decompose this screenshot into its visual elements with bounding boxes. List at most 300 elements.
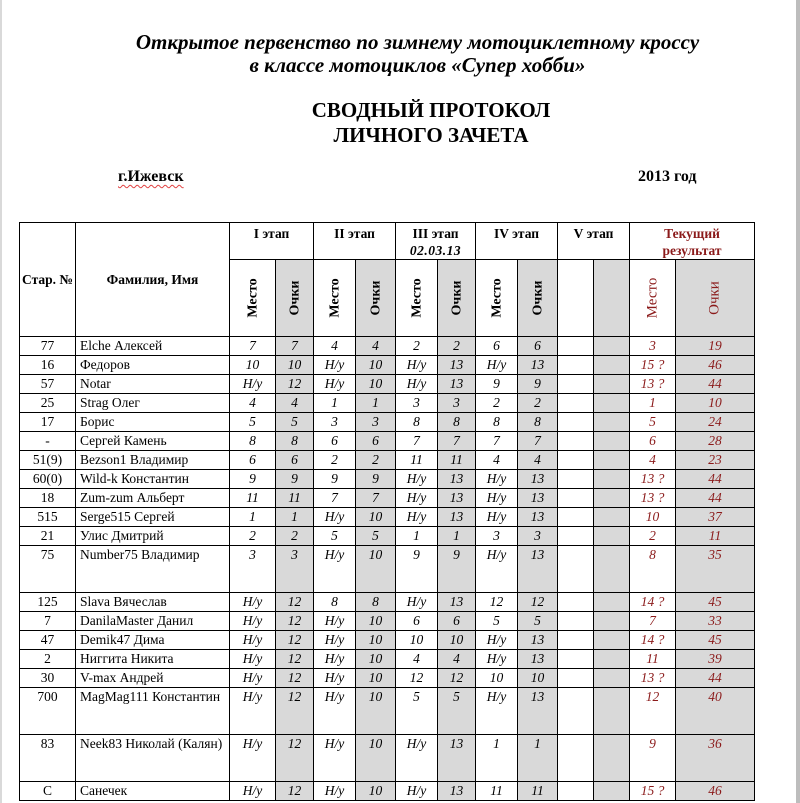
stage2-place-cell: Н/у <box>314 669 356 688</box>
rider-name-cell: Федоров <box>76 356 230 375</box>
stage5-empty-cell <box>558 413 594 432</box>
stage2-points-cell: 10 <box>356 688 396 735</box>
stage1-points-cell: 2 <box>276 527 314 546</box>
stage4-points-cell: 6 <box>518 337 558 356</box>
current-place-cell: 10 <box>630 508 676 527</box>
current-place-cell: 1 <box>630 394 676 413</box>
stage1-place-cell: 5 <box>230 413 276 432</box>
stage2-points-cell: 4 <box>356 337 396 356</box>
stage3-points-cell: 13 <box>438 593 476 612</box>
stage1-place-cell: 10 <box>230 356 276 375</box>
stage1-points-cell: 12 <box>276 612 314 631</box>
stage5-empty-cell <box>558 508 594 527</box>
stage3-points-cell: 7 <box>438 432 476 451</box>
stage5-empty-cell <box>558 688 594 735</box>
stage3-points-cell: 13 <box>438 735 476 782</box>
stage5-empty-cell <box>594 669 630 688</box>
stage5-empty-cell <box>594 375 630 394</box>
current-points-cell: 28 <box>676 432 755 451</box>
stage4-place-cell: Н/у <box>476 470 518 489</box>
stage1-points-cell: 3 <box>276 546 314 593</box>
start-no-cell: 57 <box>20 375 76 394</box>
stage2-place-cell: Н/у <box>314 508 356 527</box>
stage4-place-cell: Н/у <box>476 546 518 593</box>
stage4-place-cell: Н/у <box>476 508 518 527</box>
rider-name-cell: MagMag111 Константин <box>76 688 230 735</box>
stage3-place-cell: Н/у <box>396 470 438 489</box>
table-row <box>20 337 755 356</box>
stage5-empty-cell <box>594 782 630 801</box>
protocol-title-line2: ЛИЧНОГО ЗАЧЕТА <box>333 123 529 147</box>
start-no-cell: 60(0) <box>20 470 76 489</box>
current-points-cell: 44 <box>676 375 755 394</box>
stage1-place-cell: Н/у <box>230 375 276 394</box>
stage5-empty-cell <box>594 413 630 432</box>
stage2-points-cell: 6 <box>356 432 396 451</box>
stage1-place-cell: 7 <box>230 337 276 356</box>
rider-name-cell: Number75 Владимир <box>76 546 230 593</box>
stage2-points-cell: 10 <box>356 508 396 527</box>
stage4-points-cell: 13 <box>518 489 558 508</box>
stage4-points-cell: 3 <box>518 527 558 546</box>
stage5-empty-cell <box>594 508 630 527</box>
stage2-points-cell: 10 <box>356 669 396 688</box>
rider-name-cell: DanilaMaster Данил <box>76 612 230 631</box>
current-place-cell: 2 <box>630 527 676 546</box>
header-current-points: Очки <box>676 260 755 337</box>
stage4-points-cell: 11 <box>518 782 558 801</box>
current-points-cell: 35 <box>676 546 755 593</box>
current-place-cell: 9 <box>630 735 676 782</box>
stage5-empty-cell <box>594 546 630 593</box>
table-row <box>20 527 755 546</box>
stage3-points-cell: 4 <box>438 650 476 669</box>
stage1-points-cell: 12 <box>276 631 314 650</box>
current-place-cell: 13 ? <box>630 489 676 508</box>
stage4-place-cell: Н/у <box>476 356 518 375</box>
stage5-empty-cell <box>558 593 594 612</box>
stage4-place-cell: Н/у <box>476 650 518 669</box>
protocol-title <box>0 98 800 148</box>
stage2-place-cell: Н/у <box>314 356 356 375</box>
stage3-place-cell: 6 <box>396 612 438 631</box>
stage1-points-cell: 10 <box>276 356 314 375</box>
stage2-place-cell: 1 <box>314 394 356 413</box>
current-place-cell: 13 ? <box>630 470 676 489</box>
start-no-cell: - <box>20 432 76 451</box>
stage4-place-cell: Н/у <box>476 688 518 735</box>
stage5-empty-cell <box>558 356 594 375</box>
stage2-points-cell: 10 <box>356 375 396 394</box>
current-points-cell: 44 <box>676 470 755 489</box>
stage1-points-cell: 11 <box>276 489 314 508</box>
stage5-empty-cell <box>558 546 594 593</box>
stage4-points-cell: 13 <box>518 650 558 669</box>
current-place-cell: 15 ? <box>630 782 676 801</box>
stage3-points-cell: 3 <box>438 394 476 413</box>
stage4-points-cell: 2 <box>518 394 558 413</box>
stage2-place-cell: 2 <box>314 451 356 470</box>
stage2-place-cell: 9 <box>314 470 356 489</box>
stage4-points-cell: 7 <box>518 432 558 451</box>
rider-name-cell: Сергей Камень <box>76 432 230 451</box>
stage4-place-cell: 3 <box>476 527 518 546</box>
stage2-points-cell: 1 <box>356 394 396 413</box>
stage3-place-cell: Н/у <box>396 782 438 801</box>
current-place-cell: 13 ? <box>630 375 676 394</box>
stage5-empty-cell <box>558 650 594 669</box>
current-points-cell: 11 <box>676 527 755 546</box>
header-stage4: IV этап <box>476 223 558 260</box>
stage1-points-cell: 12 <box>276 593 314 612</box>
start-no-cell: 515 <box>20 508 76 527</box>
header-stage4-place: Место <box>476 260 518 337</box>
stage5-empty-cell <box>558 470 594 489</box>
header-current-place: Место <box>630 260 676 337</box>
header-stage3-points: Очки <box>438 260 476 337</box>
stage2-place-cell: Н/у <box>314 375 356 394</box>
start-no-cell: 51(9) <box>20 451 76 470</box>
stage3-place-cell: 7 <box>396 432 438 451</box>
stage5-empty-cell <box>558 375 594 394</box>
stage4-place-cell: 5 <box>476 612 518 631</box>
stage2-points-cell: 8 <box>356 593 396 612</box>
header-current-line2: результат <box>662 243 722 258</box>
stage3-place-cell: Н/у <box>396 593 438 612</box>
stage1-points-cell: 4 <box>276 394 314 413</box>
city-label <box>118 168 184 186</box>
stage5-empty-cell <box>558 489 594 508</box>
stage5-empty-cell <box>594 451 630 470</box>
stage4-points-cell: 13 <box>518 356 558 375</box>
table-row <box>20 432 755 451</box>
stage1-place-cell: Н/у <box>230 782 276 801</box>
stage2-place-cell: 6 <box>314 432 356 451</box>
stage5-empty-cell <box>558 735 594 782</box>
stage3-place-cell: 10 <box>396 631 438 650</box>
stage3-points-cell: 13 <box>438 375 476 394</box>
stage5-empty-cell <box>558 669 594 688</box>
stage1-points-cell: 12 <box>276 782 314 801</box>
stage4-points-cell: 5 <box>518 612 558 631</box>
header-stage1-points: Очки <box>276 260 314 337</box>
start-no-cell: 125 <box>20 593 76 612</box>
header-name: Фамилия, Имя <box>76 223 230 337</box>
stage1-points-cell: 12 <box>276 669 314 688</box>
start-no-cell: 21 <box>20 527 76 546</box>
table-row <box>20 375 755 394</box>
header-stage2-place: Место <box>314 260 356 337</box>
table-row <box>20 394 755 413</box>
stage5-empty-cell <box>594 631 630 650</box>
stage3-points-cell: 13 <box>438 508 476 527</box>
stage2-place-cell: 4 <box>314 337 356 356</box>
stage1-points-cell: 6 <box>276 451 314 470</box>
stage1-place-cell: Н/у <box>230 688 276 735</box>
stage2-place-cell: 3 <box>314 413 356 432</box>
header-stage5: V этап <box>558 223 630 260</box>
stage1-place-cell: 6 <box>230 451 276 470</box>
stage4-place-cell: 7 <box>476 432 518 451</box>
stage3-place-cell: 4 <box>396 650 438 669</box>
stage2-place-cell: Н/у <box>314 650 356 669</box>
stage3-points-cell: 1 <box>438 527 476 546</box>
stage3-points-cell: 10 <box>438 631 476 650</box>
stage1-points-cell: 8 <box>276 432 314 451</box>
start-no-cell: С <box>20 782 76 801</box>
stage1-points-cell: 7 <box>276 337 314 356</box>
table-row <box>20 593 755 612</box>
table-row <box>20 546 755 593</box>
header-stage3 <box>396 223 476 260</box>
stage2-place-cell: Н/у <box>314 735 356 782</box>
stage2-points-cell: 10 <box>356 782 396 801</box>
competition-title-line1: Открытое первенство по зимнему мотоциклетному кроссу <box>135 30 700 54</box>
header-stage1-place: Место <box>230 260 276 337</box>
current-points-cell: 10 <box>676 394 755 413</box>
current-points-cell: 24 <box>676 413 755 432</box>
current-points-cell: 23 <box>676 451 755 470</box>
stage4-place-cell: 8 <box>476 413 518 432</box>
stage5-empty-cell <box>594 489 630 508</box>
current-points-cell: 37 <box>676 508 755 527</box>
stage5-empty-cell <box>558 612 594 631</box>
rider-name-cell: Demik47 Дима <box>76 631 230 650</box>
stage5-empty-cell <box>558 432 594 451</box>
stage3-place-cell: 11 <box>396 451 438 470</box>
stage3-points-cell: 13 <box>438 782 476 801</box>
current-points-cell: 46 <box>676 356 755 375</box>
header-stage1: I этап <box>230 223 314 260</box>
header-stage5-points <box>594 260 630 337</box>
rider-name-cell: Elche Алексей <box>76 337 230 356</box>
current-place-cell: 3 <box>630 337 676 356</box>
stage3-points-cell: 13 <box>438 489 476 508</box>
start-no-cell: 77 <box>20 337 76 356</box>
competition-title <box>0 31 800 77</box>
rider-name-cell: Борис <box>76 413 230 432</box>
stage5-empty-cell <box>594 394 630 413</box>
stage5-empty-cell <box>594 432 630 451</box>
stage1-place-cell: Н/у <box>230 631 276 650</box>
stage4-place-cell: 9 <box>476 375 518 394</box>
stage2-place-cell: Н/у <box>314 688 356 735</box>
start-no-cell: 700 <box>20 688 76 735</box>
stage3-place-cell: Н/у <box>396 489 438 508</box>
stage1-place-cell: 11 <box>230 489 276 508</box>
stage3-place-cell: 2 <box>396 337 438 356</box>
stage5-empty-cell <box>594 612 630 631</box>
stage2-points-cell: 9 <box>356 470 396 489</box>
current-points-cell: 36 <box>676 735 755 782</box>
stage4-points-cell: 13 <box>518 631 558 650</box>
stage4-points-cell: 13 <box>518 508 558 527</box>
current-points-cell: 44 <box>676 489 755 508</box>
table-row <box>20 612 755 631</box>
rider-name-cell: Notar <box>76 375 230 394</box>
stage3-points-cell: 9 <box>438 546 476 593</box>
start-no-cell: 7 <box>20 612 76 631</box>
header-current-line1: Текущий <box>664 226 720 241</box>
stage1-place-cell: 2 <box>230 527 276 546</box>
stage4-place-cell: 10 <box>476 669 518 688</box>
current-place-cell: 5 <box>630 413 676 432</box>
stage4-place-cell: 11 <box>476 782 518 801</box>
stage1-points-cell: 12 <box>276 688 314 735</box>
stage1-place-cell: 4 <box>230 394 276 413</box>
header-stage5-place <box>558 260 594 337</box>
stage3-place-cell: Н/у <box>396 735 438 782</box>
rider-name-cell: V-max Андрей <box>76 669 230 688</box>
stage3-points-cell: 8 <box>438 413 476 432</box>
stage5-empty-cell <box>594 735 630 782</box>
stage1-place-cell: 1 <box>230 508 276 527</box>
stage4-points-cell: 10 <box>518 669 558 688</box>
stage4-points-cell: 13 <box>518 470 558 489</box>
stage3-points-cell: 13 <box>438 470 476 489</box>
stage2-points-cell: 5 <box>356 527 396 546</box>
city-text: г.Ижевск <box>118 168 184 185</box>
current-points-cell: 33 <box>676 612 755 631</box>
current-points-cell: 44 <box>676 669 755 688</box>
header-start-no: Стар. № <box>20 223 76 337</box>
stage4-points-cell: 1 <box>518 735 558 782</box>
stage2-points-cell: 10 <box>356 631 396 650</box>
stage4-place-cell: Н/у <box>476 631 518 650</box>
rider-name-cell: Санечек <box>76 782 230 801</box>
stage4-place-cell: 12 <box>476 593 518 612</box>
table-row <box>20 470 755 489</box>
stage5-empty-cell <box>594 337 630 356</box>
stage3-place-cell: Н/у <box>396 356 438 375</box>
rider-name-cell: Strag Олег <box>76 394 230 413</box>
table-row <box>20 508 755 527</box>
header-stage3-label: III этап <box>412 226 459 241</box>
current-place-cell: 14 ? <box>630 631 676 650</box>
stage5-empty-cell <box>558 337 594 356</box>
stage4-points-cell: 13 <box>518 688 558 735</box>
stage1-points-cell: 1 <box>276 508 314 527</box>
stage2-points-cell: 10 <box>356 650 396 669</box>
header-stage2-points: Очки <box>356 260 396 337</box>
rider-name-cell: Zum-zum Альберт <box>76 489 230 508</box>
start-no-cell: 25 <box>20 394 76 413</box>
stage3-points-cell: 5 <box>438 688 476 735</box>
current-points-cell: 45 <box>676 593 755 612</box>
header-stage4-points: Очки <box>518 260 558 337</box>
stage3-place-cell: 12 <box>396 669 438 688</box>
header-stage3-date: 02.03.13 <box>409 243 462 258</box>
table-row <box>20 489 755 508</box>
stage2-points-cell: 10 <box>356 612 396 631</box>
stage4-place-cell: 6 <box>476 337 518 356</box>
start-no-cell: 17 <box>20 413 76 432</box>
stage4-place-cell: 4 <box>476 451 518 470</box>
start-no-cell: 16 <box>20 356 76 375</box>
stage2-place-cell: Н/у <box>314 612 356 631</box>
start-no-cell: 18 <box>20 489 76 508</box>
stage2-place-cell: Н/у <box>314 782 356 801</box>
stage3-points-cell: 13 <box>438 356 476 375</box>
current-points-cell: 19 <box>676 337 755 356</box>
stage2-points-cell: 3 <box>356 413 396 432</box>
stage3-place-cell: 1 <box>396 527 438 546</box>
stage5-empty-cell <box>558 451 594 470</box>
stage3-place-cell: 8 <box>396 413 438 432</box>
results-table <box>19 222 755 801</box>
stage4-place-cell: Н/у <box>476 489 518 508</box>
table-row <box>20 356 755 375</box>
stage5-empty-cell <box>594 688 630 735</box>
stage2-place-cell: 5 <box>314 527 356 546</box>
table-row <box>20 669 755 688</box>
year-label: 2013 год <box>638 168 697 185</box>
stage1-place-cell: 8 <box>230 432 276 451</box>
stage2-points-cell: 10 <box>356 356 396 375</box>
current-place-cell: 6 <box>630 432 676 451</box>
stage3-place-cell: Н/у <box>396 375 438 394</box>
current-points-cell: 46 <box>676 782 755 801</box>
rider-name-cell: Bezson1 Владимир <box>76 451 230 470</box>
competition-title-line2: в классе мотоциклов «Супер хобби» <box>249 53 586 77</box>
start-no-cell: 2 <box>20 650 76 669</box>
stage1-points-cell: 5 <box>276 413 314 432</box>
stage1-place-cell: Н/у <box>230 669 276 688</box>
stage5-empty-cell <box>558 527 594 546</box>
current-points-cell: 45 <box>676 631 755 650</box>
stage4-place-cell: 2 <box>476 394 518 413</box>
header-stage3-place: Место <box>396 260 438 337</box>
start-no-cell: 47 <box>20 631 76 650</box>
table-row <box>20 650 755 669</box>
stage2-place-cell: Н/у <box>314 546 356 593</box>
stage1-place-cell: 9 <box>230 470 276 489</box>
stage4-points-cell: 9 <box>518 375 558 394</box>
start-no-cell: 83 <box>20 735 76 782</box>
table-row <box>20 782 755 801</box>
current-place-cell: 14 ? <box>630 593 676 612</box>
stage1-place-cell: Н/у <box>230 735 276 782</box>
current-place-cell: 11 <box>630 650 676 669</box>
current-place-cell: 7 <box>630 612 676 631</box>
stage3-points-cell: 6 <box>438 612 476 631</box>
current-place-cell: 15 ? <box>630 356 676 375</box>
table-row <box>20 413 755 432</box>
stage5-empty-cell <box>594 470 630 489</box>
stage3-place-cell: 5 <box>396 688 438 735</box>
stage4-place-cell: 1 <box>476 735 518 782</box>
stage5-empty-cell <box>558 631 594 650</box>
rider-name-cell: Улис Дмитрий <box>76 527 230 546</box>
current-place-cell: 12 <box>630 688 676 735</box>
rider-name-cell: Neek83 Николай (Калян) <box>76 735 230 782</box>
stage2-points-cell: 7 <box>356 489 396 508</box>
current-place-cell: 4 <box>630 451 676 470</box>
stage2-points-cell: 10 <box>356 735 396 782</box>
rider-name-cell: Ниггита Никита <box>76 650 230 669</box>
stage4-points-cell: 4 <box>518 451 558 470</box>
rider-name-cell: Wild-k Константин <box>76 470 230 489</box>
table-row <box>20 451 755 470</box>
start-no-cell: 75 <box>20 546 76 593</box>
stage3-points-cell: 12 <box>438 669 476 688</box>
stage5-empty-cell <box>594 593 630 612</box>
stage5-empty-cell <box>558 394 594 413</box>
stage5-empty-cell <box>594 650 630 669</box>
stage1-points-cell: 12 <box>276 650 314 669</box>
start-no-cell: 30 <box>20 669 76 688</box>
stage1-points-cell: 12 <box>276 735 314 782</box>
